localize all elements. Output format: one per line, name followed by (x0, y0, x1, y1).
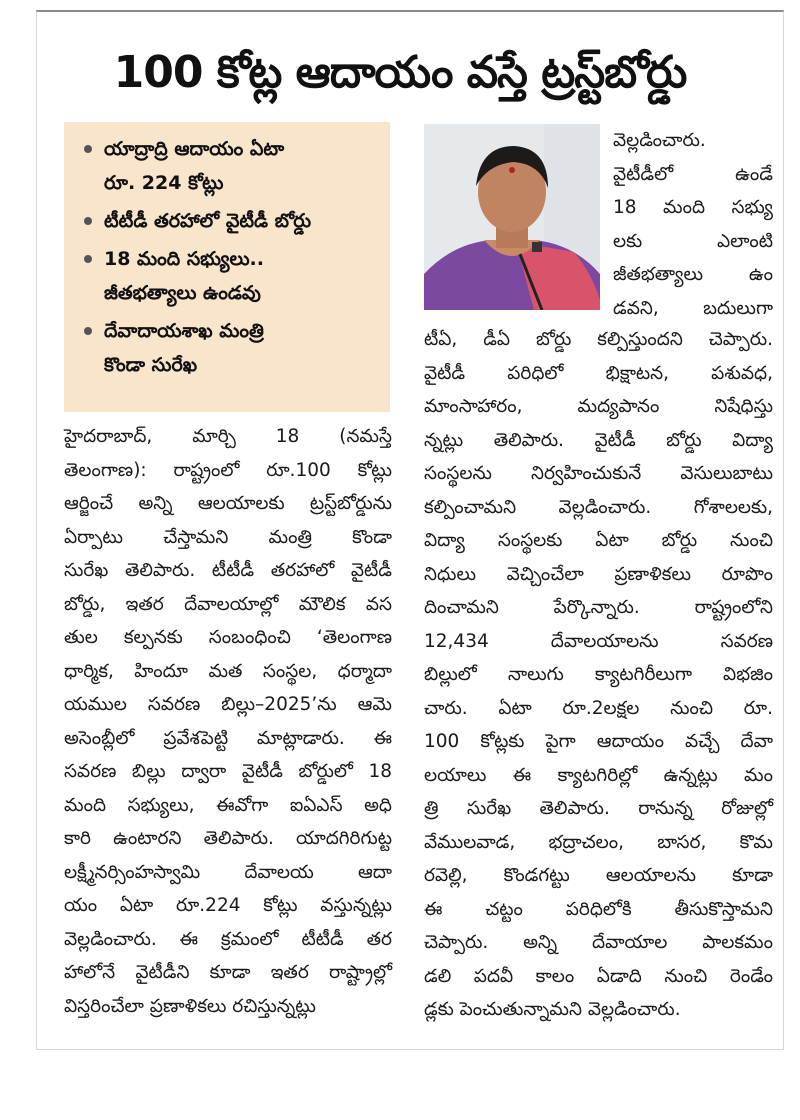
text-line: వేములవాడ, భద్రాచలం, బాసర, కొమ (424, 831, 773, 853)
text-line: విస్తరించేలా ప్రణాళికలు రచిస్తున్నట్లు (64, 995, 316, 1017)
text-line: చెప్పారు. అన్ని దేవాయాల పాలకమం (424, 932, 773, 953)
highlight-line: జీతభత్యాలు ఉండవు (104, 282, 261, 304)
text-line: సురేఖ తెలిపారు. టీటీడీ తరహాలో వైటీడీ (64, 560, 392, 581)
headline: 100 కోట్ల ఆదాయం వస్తే ట్రస్ట్‌బోర్డు (113, 47, 687, 98)
text-line: చారు. ఏటా రూ.2లక్షల నుంచి రూ. (424, 697, 773, 719)
highlight-line: 18 మంది సభ్యులు.. (104, 248, 264, 270)
highlight-line: రూ. 224 కోట్లు (104, 172, 224, 194)
left-column (64, 420, 392, 1023)
text-line: రవెల్లి, కొండగట్టు ఆలయాలను కూడా (424, 865, 773, 886)
text-line: డవని, బదులుగా (613, 297, 773, 319)
text-line: వెల్లడించారు. (613, 130, 706, 151)
text-line: బిల్లులో నాలుగు క్యాటగిరీలుగా విభజిం (424, 664, 773, 685)
text-line: ఆర్జించే అన్ని ఆలయాలకు ట్రస్ట్‌బోర్డును (64, 493, 392, 514)
highlight-item (82, 242, 376, 310)
text-line: న్నట్లు తెలిపారు. వైటీడీ బోర్డు విద్యా (424, 429, 773, 451)
text-line: వైటీడీలో ఉండే (613, 163, 773, 185)
text-line: హైదరాబాద్, మార్చి 18 (నమస్తే (64, 426, 392, 447)
text-line: 100 కోట్లకు పైగా ఆదాయం వచ్చే దేవా (424, 731, 773, 752)
text-line: తెలంగాణ): రాష్ట్రంలో రూ.100 కోట్లు (64, 459, 392, 481)
right-column-bottom (424, 323, 773, 1027)
text-line: ఈ చట్టం పరిధిలోకి తీసుకొస్తామని (424, 898, 773, 920)
person-photo-icon (424, 124, 600, 310)
highlight-line: యాద్రాద్రి ఆదాయం ఏటా (104, 138, 285, 160)
text-line: దించామని పేర్కొన్నారు. రాష్ట్రంలోని (424, 597, 773, 618)
text-line: సంస్థలను నిర్వహించుకునే వెసులుబాటు (424, 463, 773, 484)
highlight-item (82, 314, 376, 382)
bullet-icon (84, 217, 92, 225)
text-line: హాలోనే వైటీడీని కూడా ఇతర రాష్ట్రాల్లో (64, 962, 392, 983)
text-line: 18 మంది సభ్యు (613, 197, 773, 218)
text-line: కారి ఉంటారని తెలిపారు. యాదగిరిగుట్ట (64, 828, 392, 849)
highlight-line: దేవాదాయశాఖ మంత్రి (104, 320, 264, 342)
text-line: ధార్మిక, హిందూ మత సంస్థల, ధర్మాదా (64, 660, 392, 682)
text-line: తుల కల్పనకు సంబంధించి ‘తెలంగాణ (64, 627, 392, 648)
text-line: సవరణ బిల్లు ద్వారా వైటీడీ బోర్డులో 18 (64, 761, 392, 782)
text-line: డలి పదవీ కాలం ఏడాది నుంచి రెండేం (424, 965, 773, 987)
highlight-item (82, 204, 376, 238)
person-photo-svg (424, 124, 600, 310)
text-line: వెల్లడించారు. ఈ క్రమంలో టీటీడీ తర (64, 928, 392, 950)
text-line: మంది సభ్యులు, ఈవోగా ఐఏఎస్ అధి (64, 794, 392, 816)
text-line: యం ఏటా రూ.224 కోట్లు వస్తున్నట్లు (64, 895, 392, 916)
text-line: మాంసాహారం, మద్యపానం నిషేధిస్తు (424, 396, 773, 417)
text-line: అసెంబ్లీలో ప్రవేశపెట్టి మాట్లాడారు. ఈ (64, 727, 392, 749)
text-line: ఏర్పాటు చేస్తామని మంత్రి కొండా (64, 526, 392, 548)
highlight-item (82, 132, 376, 200)
highlights-box (64, 122, 390, 412)
text-line: కల్పించామని వెల్లడించారు. గోశాలలకు, (424, 496, 773, 518)
highlight-line: కొండా సురేఖ (104, 354, 198, 376)
text-line: త్రి సురేఖ తెలిపారు. రానున్న రోజుల్లో (424, 798, 773, 819)
text-line: జీతభత్యాలు ఉం (613, 264, 773, 285)
text-line: టీఏ, డీఏ బోర్డు కల్పిస్తుందని చెప్పారు. (424, 329, 773, 350)
bullet-icon (84, 145, 92, 153)
bullet-icon (84, 327, 92, 335)
text-line: 12,434 దేవాలయాలను సవరణ (424, 630, 773, 652)
text-line: లయాలు ఈ క్యాటగిరిల్లో ఉన్నట్లు మం (424, 764, 773, 786)
text-line: లకు ఎలాంటి (613, 230, 773, 252)
right-column-top (613, 124, 773, 325)
text-line: విద్యా సంస్థలకు ఏటా బోర్డు నుంచి (424, 530, 773, 551)
text-line: బోర్డు, ఇతర దేవాలయాల్లో మౌలిక వస (64, 593, 392, 615)
text-line: లక్ష్మీనర్సింహస్వామి దేవాలయ ఆదా (64, 861, 392, 883)
bullet-icon (84, 255, 92, 263)
highlight-line: టీటీడీ తరహాలో వైటీడీ బోర్డు (104, 210, 312, 232)
text-line: డ్లకు పెంచుతున్నామని వెల్లడించారు. (424, 999, 681, 1020)
text-line: వైటీడీ పరిధిలో భిక్షాటన, పశువధ, (424, 362, 773, 384)
text-line: నిధులు వెచ్చించేలా ప్రణాళికలు రూపొం (424, 563, 773, 585)
text-line: యముల సవరణ బిల్లు–2025’ను ఆమె (64, 694, 392, 715)
